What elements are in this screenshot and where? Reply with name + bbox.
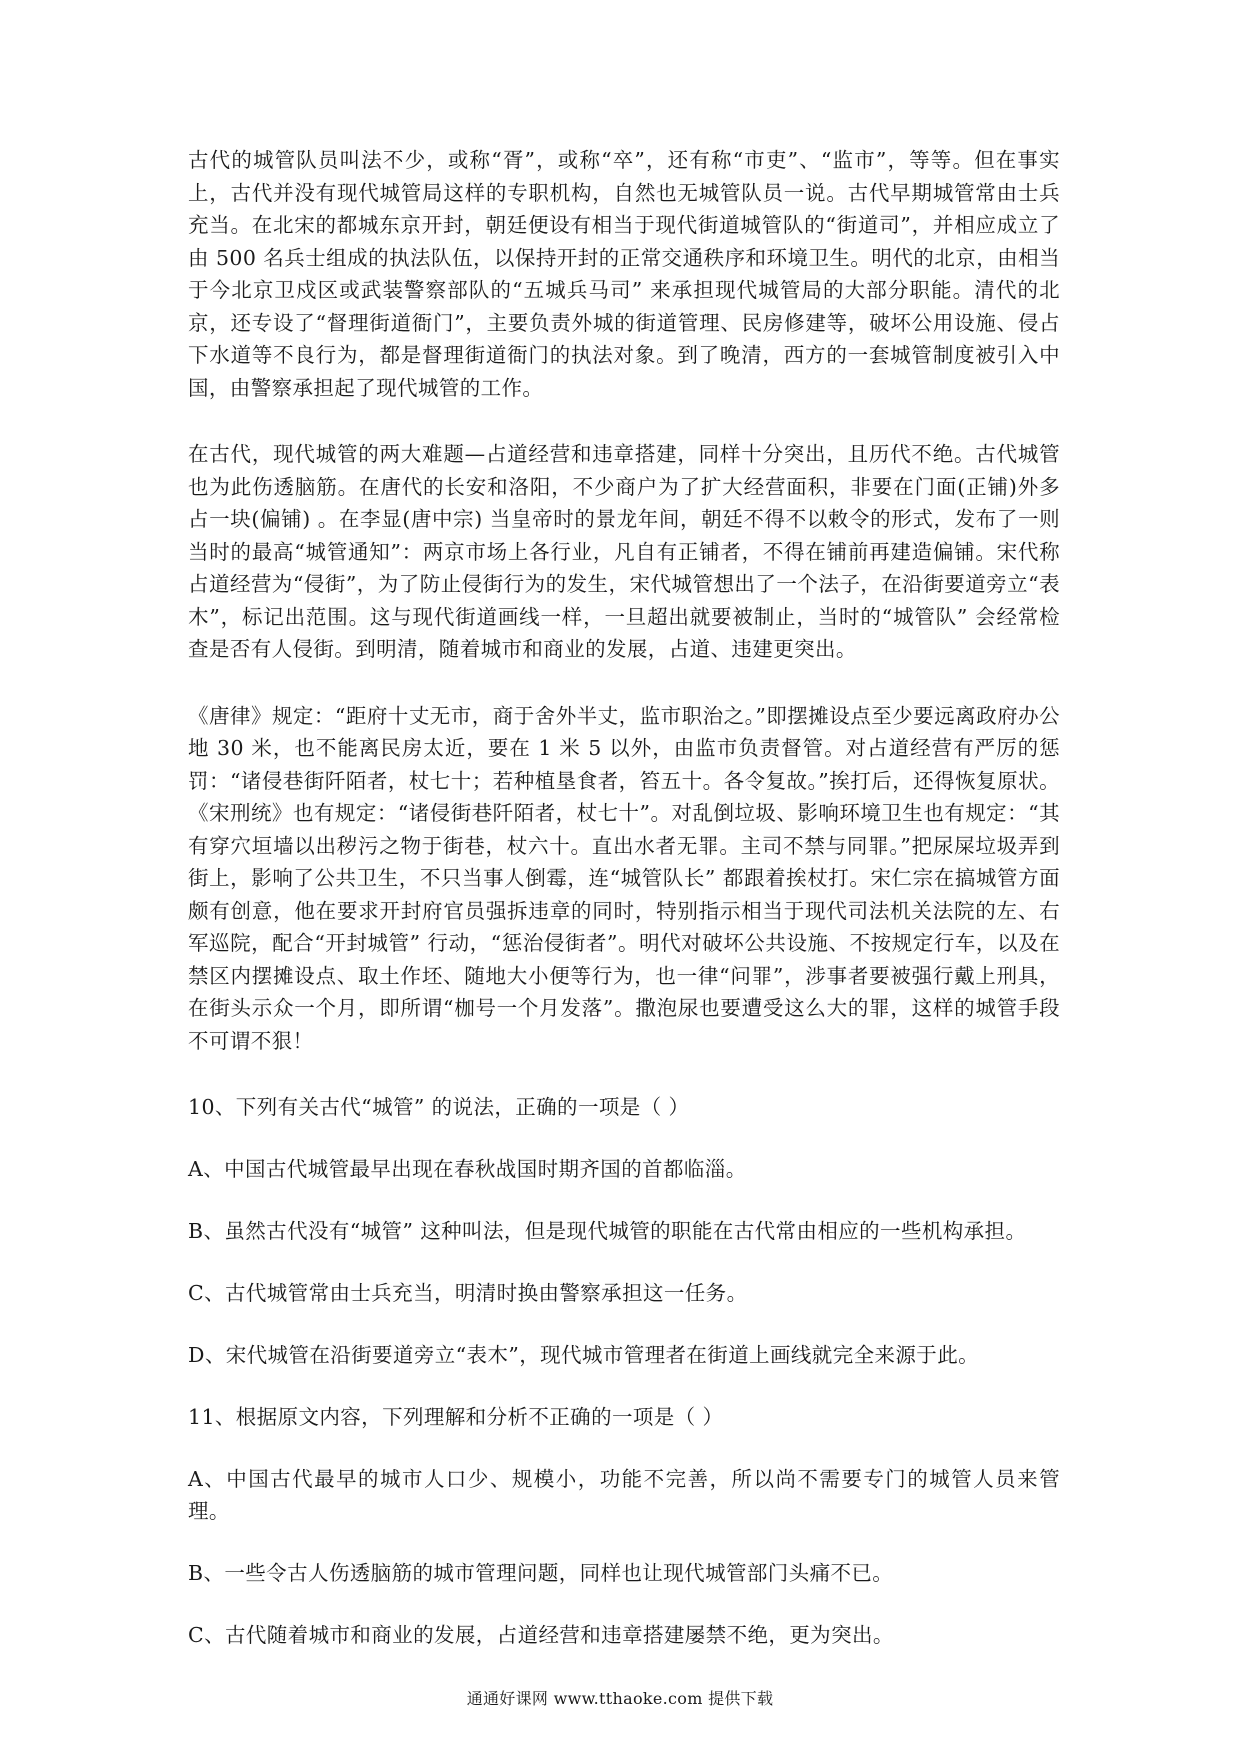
page-footer: 通通好课网 www.tthaoke.com 提供下载 — [466, 1689, 774, 1708]
option-c: C、古代城管常由士兵充当，明清时换由警察承担这一任务。 — [188, 1281, 748, 1305]
option-d: D、宋代城管在沿街要道旁立“表木”，现代城市管理者在街道上画线就完全来源于此。 — [188, 1343, 979, 1367]
question-10 — [188, 1091, 1060, 1371]
option-b: B、虽然古代没有“城管” 这种叫法，但是现代城管的职能在古代常由相应的一些机构承担。 — [188, 1219, 1027, 1243]
question-11 — [188, 1401, 1060, 1651]
question-stem: 10、下列有关古代“城管” 的说法，正确的一项是（ ） — [188, 1095, 690, 1119]
option-c: C、古代随着城市和商业的发展，占道经营和违章搭建屡禁不绝，更为突出。 — [188, 1623, 894, 1647]
passage-paragraph-2: 在古代，现代城管的两大难题—占道经营和违章搭建，同样十分突出，且历代不绝。古代城管也为此伤透脑筋。在唐代的长安和洛阳，不少商户为了扩大经营面积，非要在门面(正铺)外多占一块(偏铺) 。在李显(唐中宗) 当皇帝时的景龙年间，朝廷不得不以敕令的形式，发布了一则当时的最高“城管通知”：两京市场上各行业，凡自有正铺者，不得在铺前再建造偏铺。宋代称占道经营为“侵街”，为了防止侵街行为的发生，宋代城管想出了一个法子，在沿街要道旁立“表木”，标记出范围。这与现代街道画线一样，一旦超出就要被制止，当时的“城管队” 会经常检查是否有人侵街。到明清，随着城市和商业的发展，占道、违建更突出。 — [188, 442, 1060, 661]
option-a: A、中国古代最早的城市人口少、规模小，功能不完善，所以尚不需要专门的城管人员来管理。 — [188, 1467, 1060, 1523]
passage-paragraph-1: 古代的城管队员叫法不少，或称“胥”，或称“卒”，还有称“市吏”、“监市”，等等。但在事实上，古代并没有现代城管局这样的专职机构，自然也无城管队员一说。古代早期城管常由士兵充当。在北宋的都城东京开封，朝廷便设有相当于现代街道城管队的“街道司”，并相应成立了由 500 名兵士组成的执法队伍，以保持开封的正常交通秩序和环境卫生。明代的北京，由相当于今北京卫戍区或武装警察部队的“五城兵马司” 来承担现代城管局的大部分职能。清代的北京，还专设了“督理街道衙门”，主要负责外城的街道管理、民房修建等，破坏公用设施、侵占下水道等不良行为，都是督理街道衙门的执法对象。到了晚清，西方的一套城管制度被引入中国，由警察承担起了现代城管的工作。 — [188, 148, 1060, 400]
option-b: B、一些令古人伤透脑筋的城市管理问题，同样也让现代城管部门头痛不已。 — [188, 1561, 894, 1585]
question-stem: 11、根据原文内容，下列理解和分析不正确的一项是（ ） — [188, 1405, 724, 1429]
document-page — [188, 144, 1060, 1681]
option-a: A、中国古代城管最早出现在春秋战国时期齐国的首都临淄。 — [188, 1157, 747, 1181]
passage-paragraph-3: 《唐律》规定：“距府十丈无市，商于舍外半丈，监市职治之。”即摆摊设点至少要远离政府办公地 30 米，也不能离民房太近，要在 1 米 5 以外，由监市负责督管。对占道经营有严厉的惩罚：“诸侵巷街阡陌者，杖七十；若种植垦食者，笞五十。各令复故。”挨打后，还得恢复原状。《宋刑统》也有规定：“诸侵街巷阡陌者，杖七十”。对乱倒垃圾、影响环境卫生也有规定：“其有穿穴垣墙以出秽污之物于街巷，杖六十。直出水者无罪。主司不禁与同罪。”把尿屎垃圾弄到街上，影响了公共卫生，不只当事人倒霉，连“城管队长” 都跟着挨杖打。宋仁宗在搞城管方面颇有创意，他在要求开封府官员强拆违章的同时，特别指示相当于现代司法机关法院的左、右军巡院，配合“开封城管” 行动，“惩治侵街者”。明代对破坏公共设施、不按规定行车，以及在禁区内摆摊设点、取土作坯、随地大小便等行为，也一律“问罪”，涉事者要被强行戴上刑具，在街头示众一个月，即所谓“枷号一个月发落”。撒泡尿也要遭受这么大的罪，这样的城管手段不可谓不狠！ — [188, 703, 1060, 1053]
